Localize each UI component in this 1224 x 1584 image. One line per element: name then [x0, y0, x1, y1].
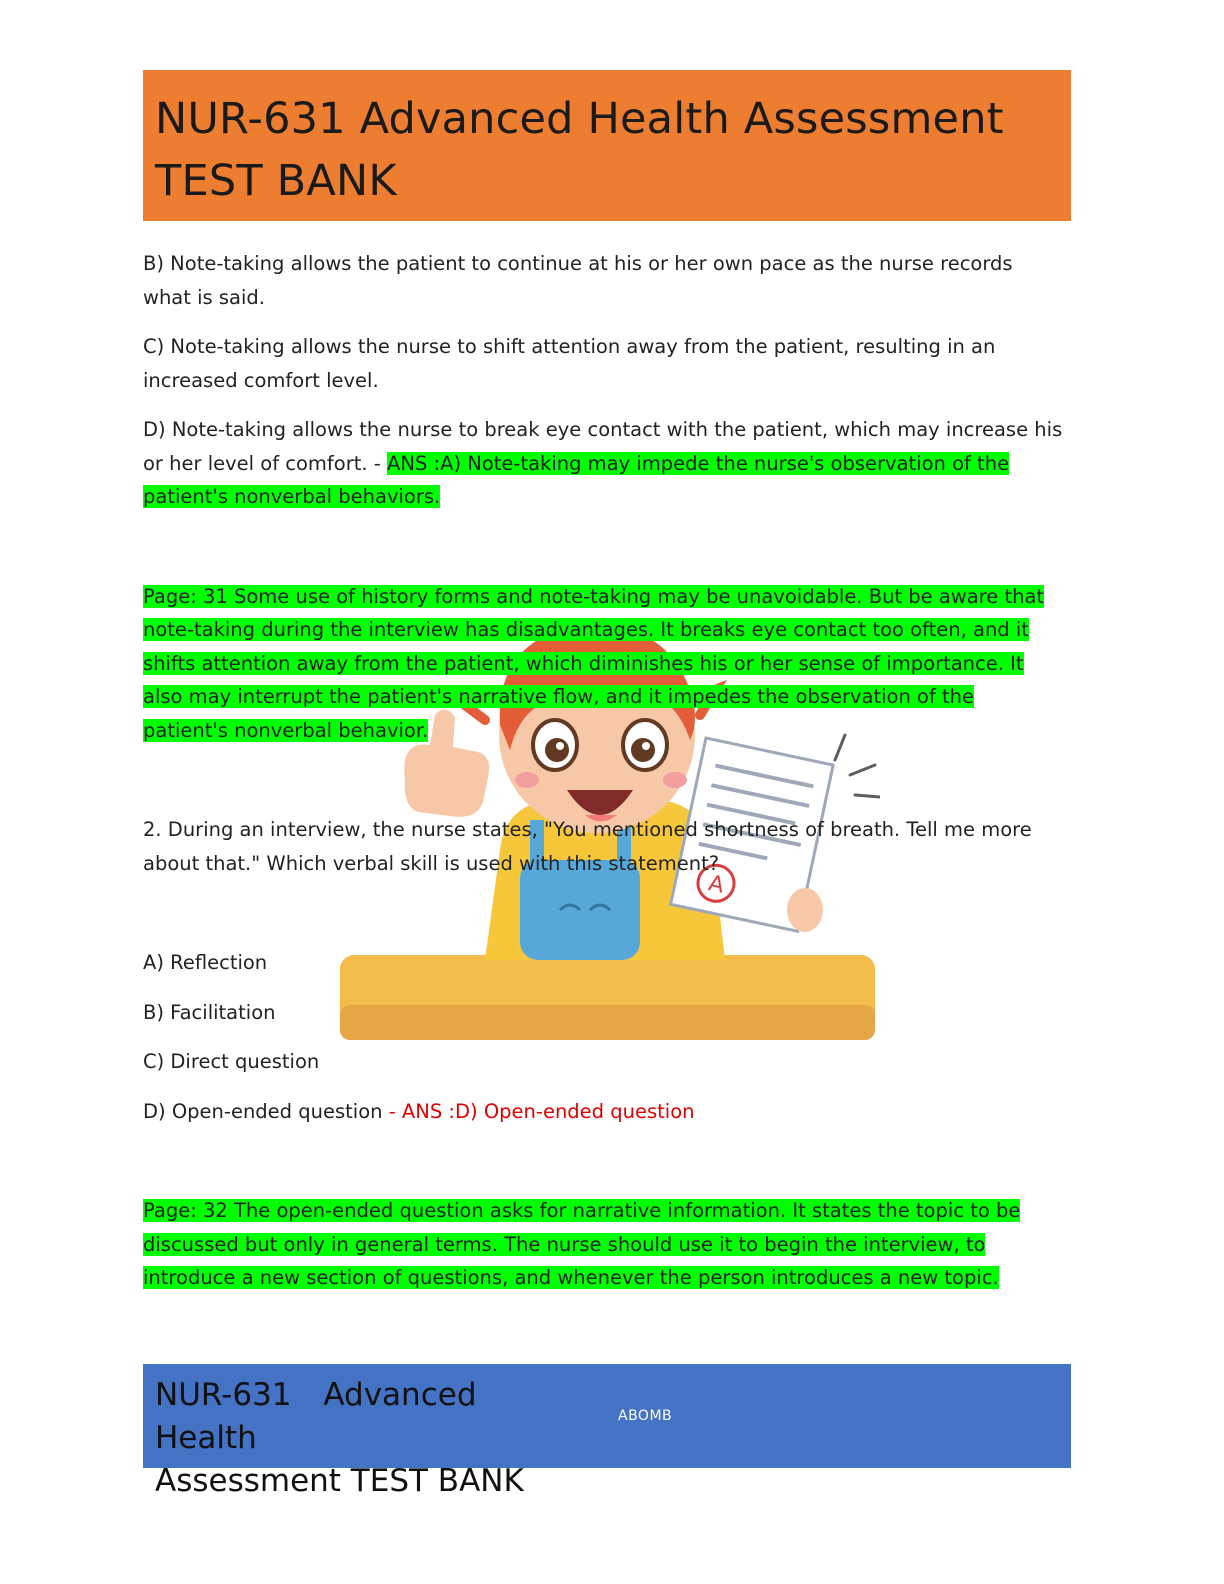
answer1-highlight: ANS :A) Note-taking may impede the nurse's observation of the patient's nonverbal behaviors.	[143, 451, 1010, 508]
page-header	[143, 70, 1071, 221]
header-title-line2: TEST BANK	[155, 156, 397, 206]
page-footer	[143, 1364, 1071, 1499]
q2-option-b: B) Facilitation	[143, 1000, 276, 1024]
document-body	[143, 247, 1063, 1295]
rationale1-text: Page: 31 Some use of history forms and note-taking may be unavoidable. But be aware that note-taking during the interview has disadvantages. It breaks eye contact too often, and it shifts attention away from the patient, which diminishes his or her sense of importance. It also may interrupt the patient's narrative flow, and it impedes the observation of the patient's nonverbal behavior.	[143, 584, 1045, 742]
answer2-text: - ANS :D) Open-ended question	[382, 1099, 695, 1123]
footer-title-line1: NUR-631 Advanced Health	[155, 1377, 477, 1456]
option-b-text: B) Note-taking allows the patient to continue at his or her own pace as the nurse records what is said.	[143, 252, 1013, 309]
header-title-line1: NUR-631 Advanced Health Assessment	[155, 94, 1004, 144]
footer-brand: ABOMB	[618, 1408, 673, 1424]
rationale2-text: Page: 32 The open-ended question asks for narrative information. It states the topic to be discussed but only in general terms. The nurse should use it to begin the interview, to introduce a new section of questions, and whenever the person introduces a new topic.	[143, 1199, 1021, 1289]
grade-mark: A	[706, 871, 727, 899]
option-c-text: C) Note-taking allows the nurse to shift attention away from the patient, resulting in an increased comfort level.	[143, 335, 996, 392]
question2-text: 2. During an interview, the nurse states, "You mentioned shortness of breath. Tell me more about that." Which verbal skill is used with this statement?	[143, 818, 1032, 875]
q2-option-d: D) Open-ended question - ANS :D) Open-ended question	[143, 1099, 695, 1123]
q2-option-c: C) Direct question	[143, 1050, 320, 1073]
q2-option-a: A) Reflection	[143, 951, 268, 974]
option-d-text: D) Note-taking allows the nurse to break eye contact with the patient, which may increase his or her level of comfort. - ANS :A) Note-taking may impede the nurse's observation of the patient's nonverbal behaviors.	[143, 418, 1063, 508]
footer-title-line2: Assessment TEST BANK	[155, 1463, 524, 1499]
